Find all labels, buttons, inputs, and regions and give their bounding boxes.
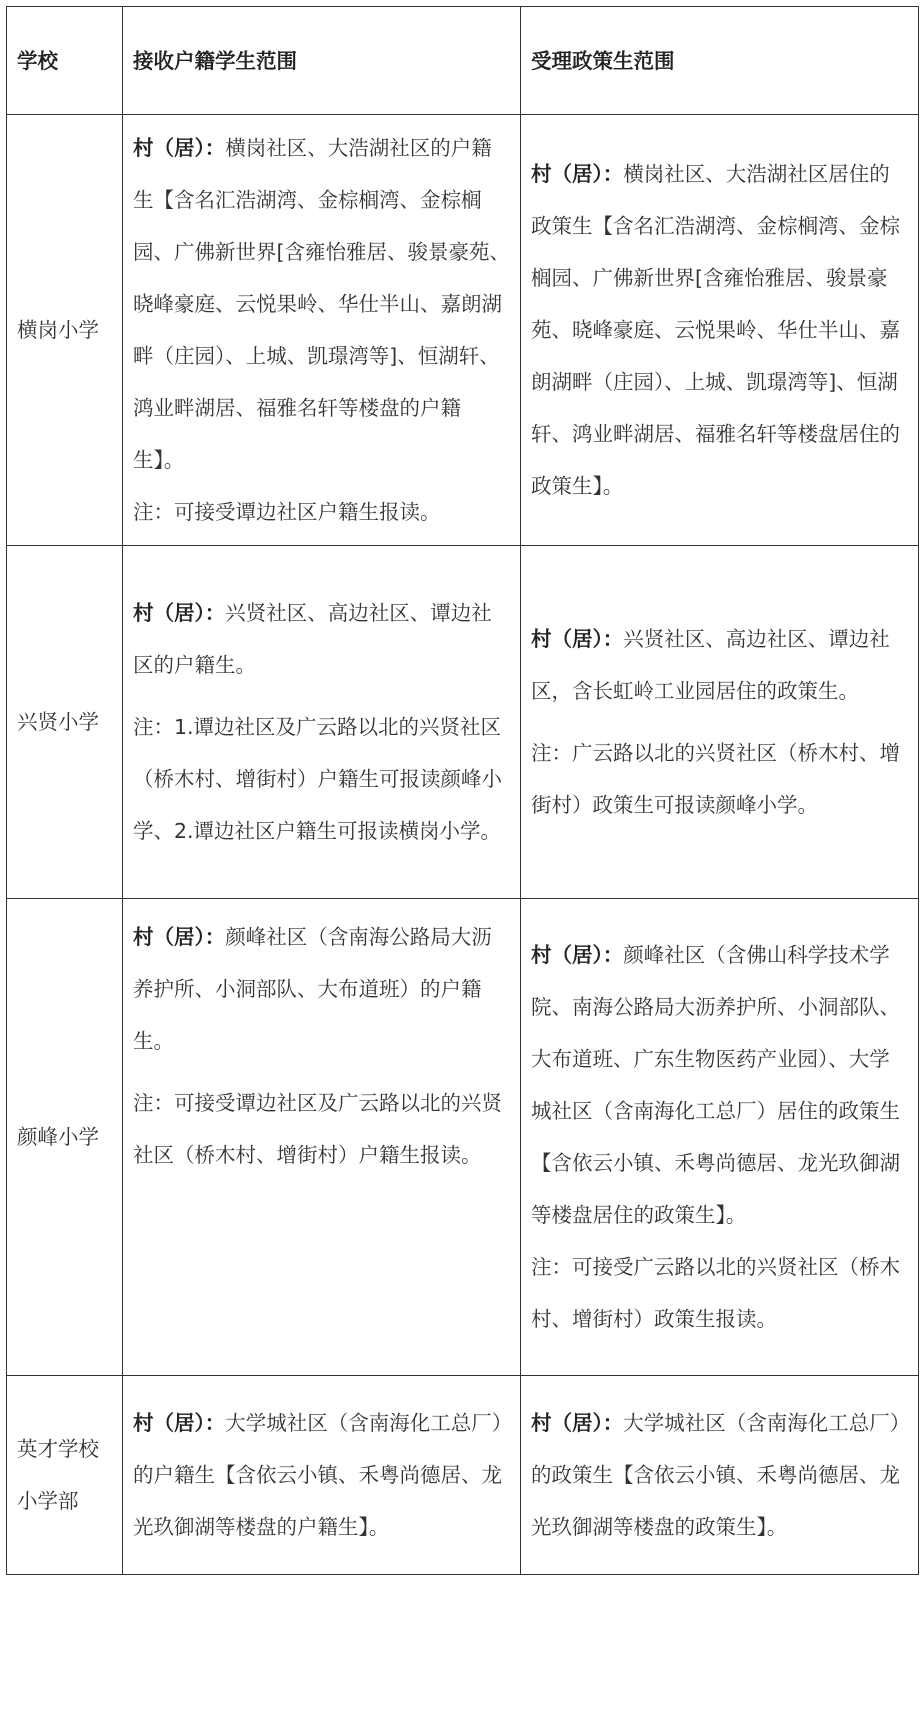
header-policy-range: 受理政策生范围	[521, 7, 919, 115]
note: 注：广云路以北的兴贤社区（桥木村、增街村）政策生可报读颜峰小学。	[531, 741, 900, 817]
village-label: 村（居）：	[133, 136, 226, 160]
hukou-cell: 村（居）：大学城社区（含南海化工总厂）的户籍生【含依云小镇、禾粤尚德居、龙光玖御湖等楼盘的户籍生】。	[123, 1376, 521, 1575]
village-label: 村（居）：	[531, 627, 624, 651]
note: 注：可接受谭边社区及广云路以北的兴贤社区（桥木村、增街村）户籍生报读。	[133, 1091, 502, 1167]
policy-cell: 村（居）：大学城社区（含南海化工总厂）的政策生【含依云小镇、禾粤尚德居、龙光玖御湖等楼盘的政策生】。	[521, 1376, 919, 1575]
village-label: 村（居）：	[133, 925, 226, 949]
village-label: 村（居）：	[531, 943, 624, 967]
village-label: 村（居）：	[133, 601, 226, 625]
hukou-cell: 村（居）：颜峰社区（含南海公路局大沥养护所、小洞部队、大布道班）的户籍生。 注：可接受谭边社区及广云路以北的兴贤社区（桥木村、增街村）户籍生报读。	[123, 899, 521, 1376]
table-row	[7, 115, 919, 546]
policy-cell: 村（居）：兴贤社区、高边社区、谭边社区，含长虹岭工业园居住的政策生。 注：广云路以北的兴贤社区（桥木村、增街村）政策生可报读颜峰小学。	[521, 546, 919, 899]
school-name: 兴贤小学	[7, 546, 123, 899]
school-name: 横岗小学	[7, 115, 123, 546]
village-label: 村（居）：	[531, 1411, 624, 1435]
village-label: 村（居）：	[133, 1411, 226, 1435]
header-hukou-range: 接收户籍学生范围	[123, 7, 521, 115]
school-name: 颜峰小学	[7, 899, 123, 1376]
note: 注：可接受谭边社区户籍生报读。	[133, 500, 441, 524]
table-row	[7, 546, 919, 899]
village-label: 村（居）：	[531, 162, 624, 186]
table-row	[7, 899, 919, 1376]
policy-cell: 村（居）：颜峰社区（含佛山科学技术学院、南海公路局大沥养护所、小洞部队、大布道班、广东生物医药产业园）、大学城社区（含南海化工总厂）居住的政策生【含依云小镇、禾粤尚德居、龙光玖御湖等楼盘居住的政策生】。 注：可接受广云路以北的兴贤社区（桥木村、增街村）政策生报读。	[521, 899, 919, 1376]
table-row	[7, 1376, 919, 1575]
note: 注：1.谭边社区及广云路以北的兴贤社区（桥木村、增街村）户籍生可报读颜峰小学、2.谭边社区户籍生可报读横岗小学。	[133, 715, 502, 843]
enrollment-table	[6, 6, 919, 1575]
policy-cell: 村（居）：横岗社区、大浩湖社区居住的政策生【含名汇浩湖湾、金棕榈湾、金棕榈园、广佛新世界[含雍怡雅居、骏景豪苑、晓峰豪庭、云悦果岭、华仕半山、嘉朗湖畔（庄园）、上城、凯璟湾等]、恒湖轩、鸿业畔湖居、福雅名轩等楼盘居住的政策生】。	[521, 115, 919, 546]
header-row	[7, 7, 919, 115]
school-name: 英才学校小学部	[7, 1376, 123, 1575]
hukou-cell: 村（居）：横岗社区、大浩湖社区的户籍生【含名汇浩湖湾、金棕榈湾、金棕榈园、广佛新世界[含雍怡雅居、骏景豪苑、晓峰豪庭、云悦果岭、华仕半山、嘉朗湖畔（庄园）、上城、凯璟湾等]、恒湖轩、鸿业畔湖居、福雅名轩等楼盘的户籍生】。 注：可接受谭边社区户籍生报读。	[123, 115, 521, 546]
header-school: 学校	[7, 7, 123, 115]
hukou-cell: 村（居）：兴贤社区、高边社区、谭边社区的户籍生。 注：1.谭边社区及广云路以北的兴贤社区（桥木村、增街村）户籍生可报读颜峰小学、2.谭边社区户籍生可报读横岗小学。	[123, 546, 521, 899]
note: 注：可接受广云路以北的兴贤社区（桥木村、增街村）政策生报读。	[531, 1255, 900, 1331]
